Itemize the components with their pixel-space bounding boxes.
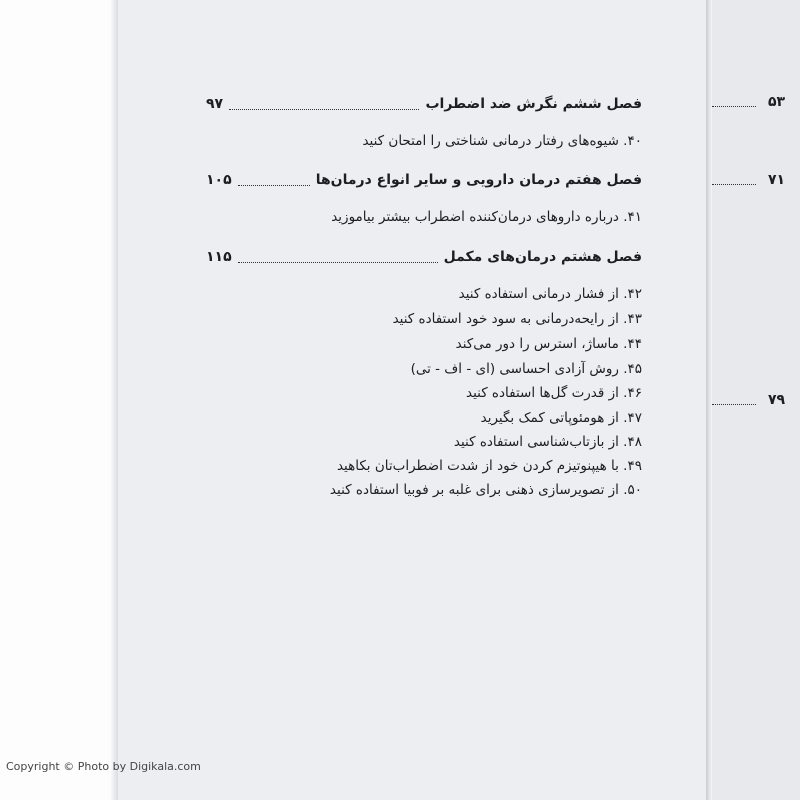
leader-dots — [712, 184, 756, 185]
leader-dots — [712, 106, 756, 107]
page-edge-shadow — [110, 0, 118, 800]
chapter-title: فصل ششم نگرش ضد اضطراب — [425, 96, 642, 112]
list-item: ۴۱. درباره داروهای درمان‌کننده اضطراب بیشتر بیاموزید — [331, 209, 642, 225]
list-item: ۴۰. شیوه‌های رفتار درمانی شناختی را امتحان کنید — [362, 133, 642, 149]
chapter-page-number: ۹۷ — [206, 96, 224, 112]
photo-credit: Copyright © Photo by Digikala.com — [6, 760, 201, 773]
leader-dots — [229, 109, 419, 110]
chapter-6-entry — [206, 92, 642, 116]
chapter-page-number: ۱۱۵ — [206, 249, 232, 265]
list-item: ۴۲. از فشار درمانی استفاده کنید — [458, 286, 642, 302]
book-page-right — [712, 0, 800, 800]
leader-dots — [238, 185, 310, 186]
chapter-page-number: ۱۰۵ — [206, 172, 232, 188]
list-item: ۴۸. از بازتاب‌شناسی استفاده کنید — [453, 434, 642, 450]
chapter-title: فصل هشتم درمان‌های مکمل — [443, 249, 642, 265]
list-item: ۴۶. از قدرت گل‌ها استفاده کنید — [465, 385, 642, 401]
list-item: ۴۳. از رایحه‌درمانی به سود خود استفاده کنید — [392, 311, 642, 327]
list-item: ۴۵. روش آزادی احساسی (ای - اف - تی) — [410, 361, 642, 377]
leader-dots — [712, 404, 756, 405]
list-item: ۴۴. ماساژ، استرس را دور می‌کند — [455, 336, 642, 352]
list-item: ۴۷. از هومئوپاتی کمک بگیرید — [480, 410, 642, 426]
chapter-title: فصل هفتم درمان دارویی و سایر انواع درمان‌ها — [315, 172, 642, 188]
chapter-8-entry — [206, 245, 642, 269]
list-item: ۴۹. با هیپنوتیزم کردن خود از شدت اضطراب‌تان بکاهید — [336, 458, 642, 474]
leader-dots — [238, 262, 438, 263]
chapter-7-entry — [206, 168, 642, 192]
list-item: ۵۰. از تصویرسازی ذهنی برای غلبه بر فوبیا استفاده کنید — [329, 482, 642, 498]
